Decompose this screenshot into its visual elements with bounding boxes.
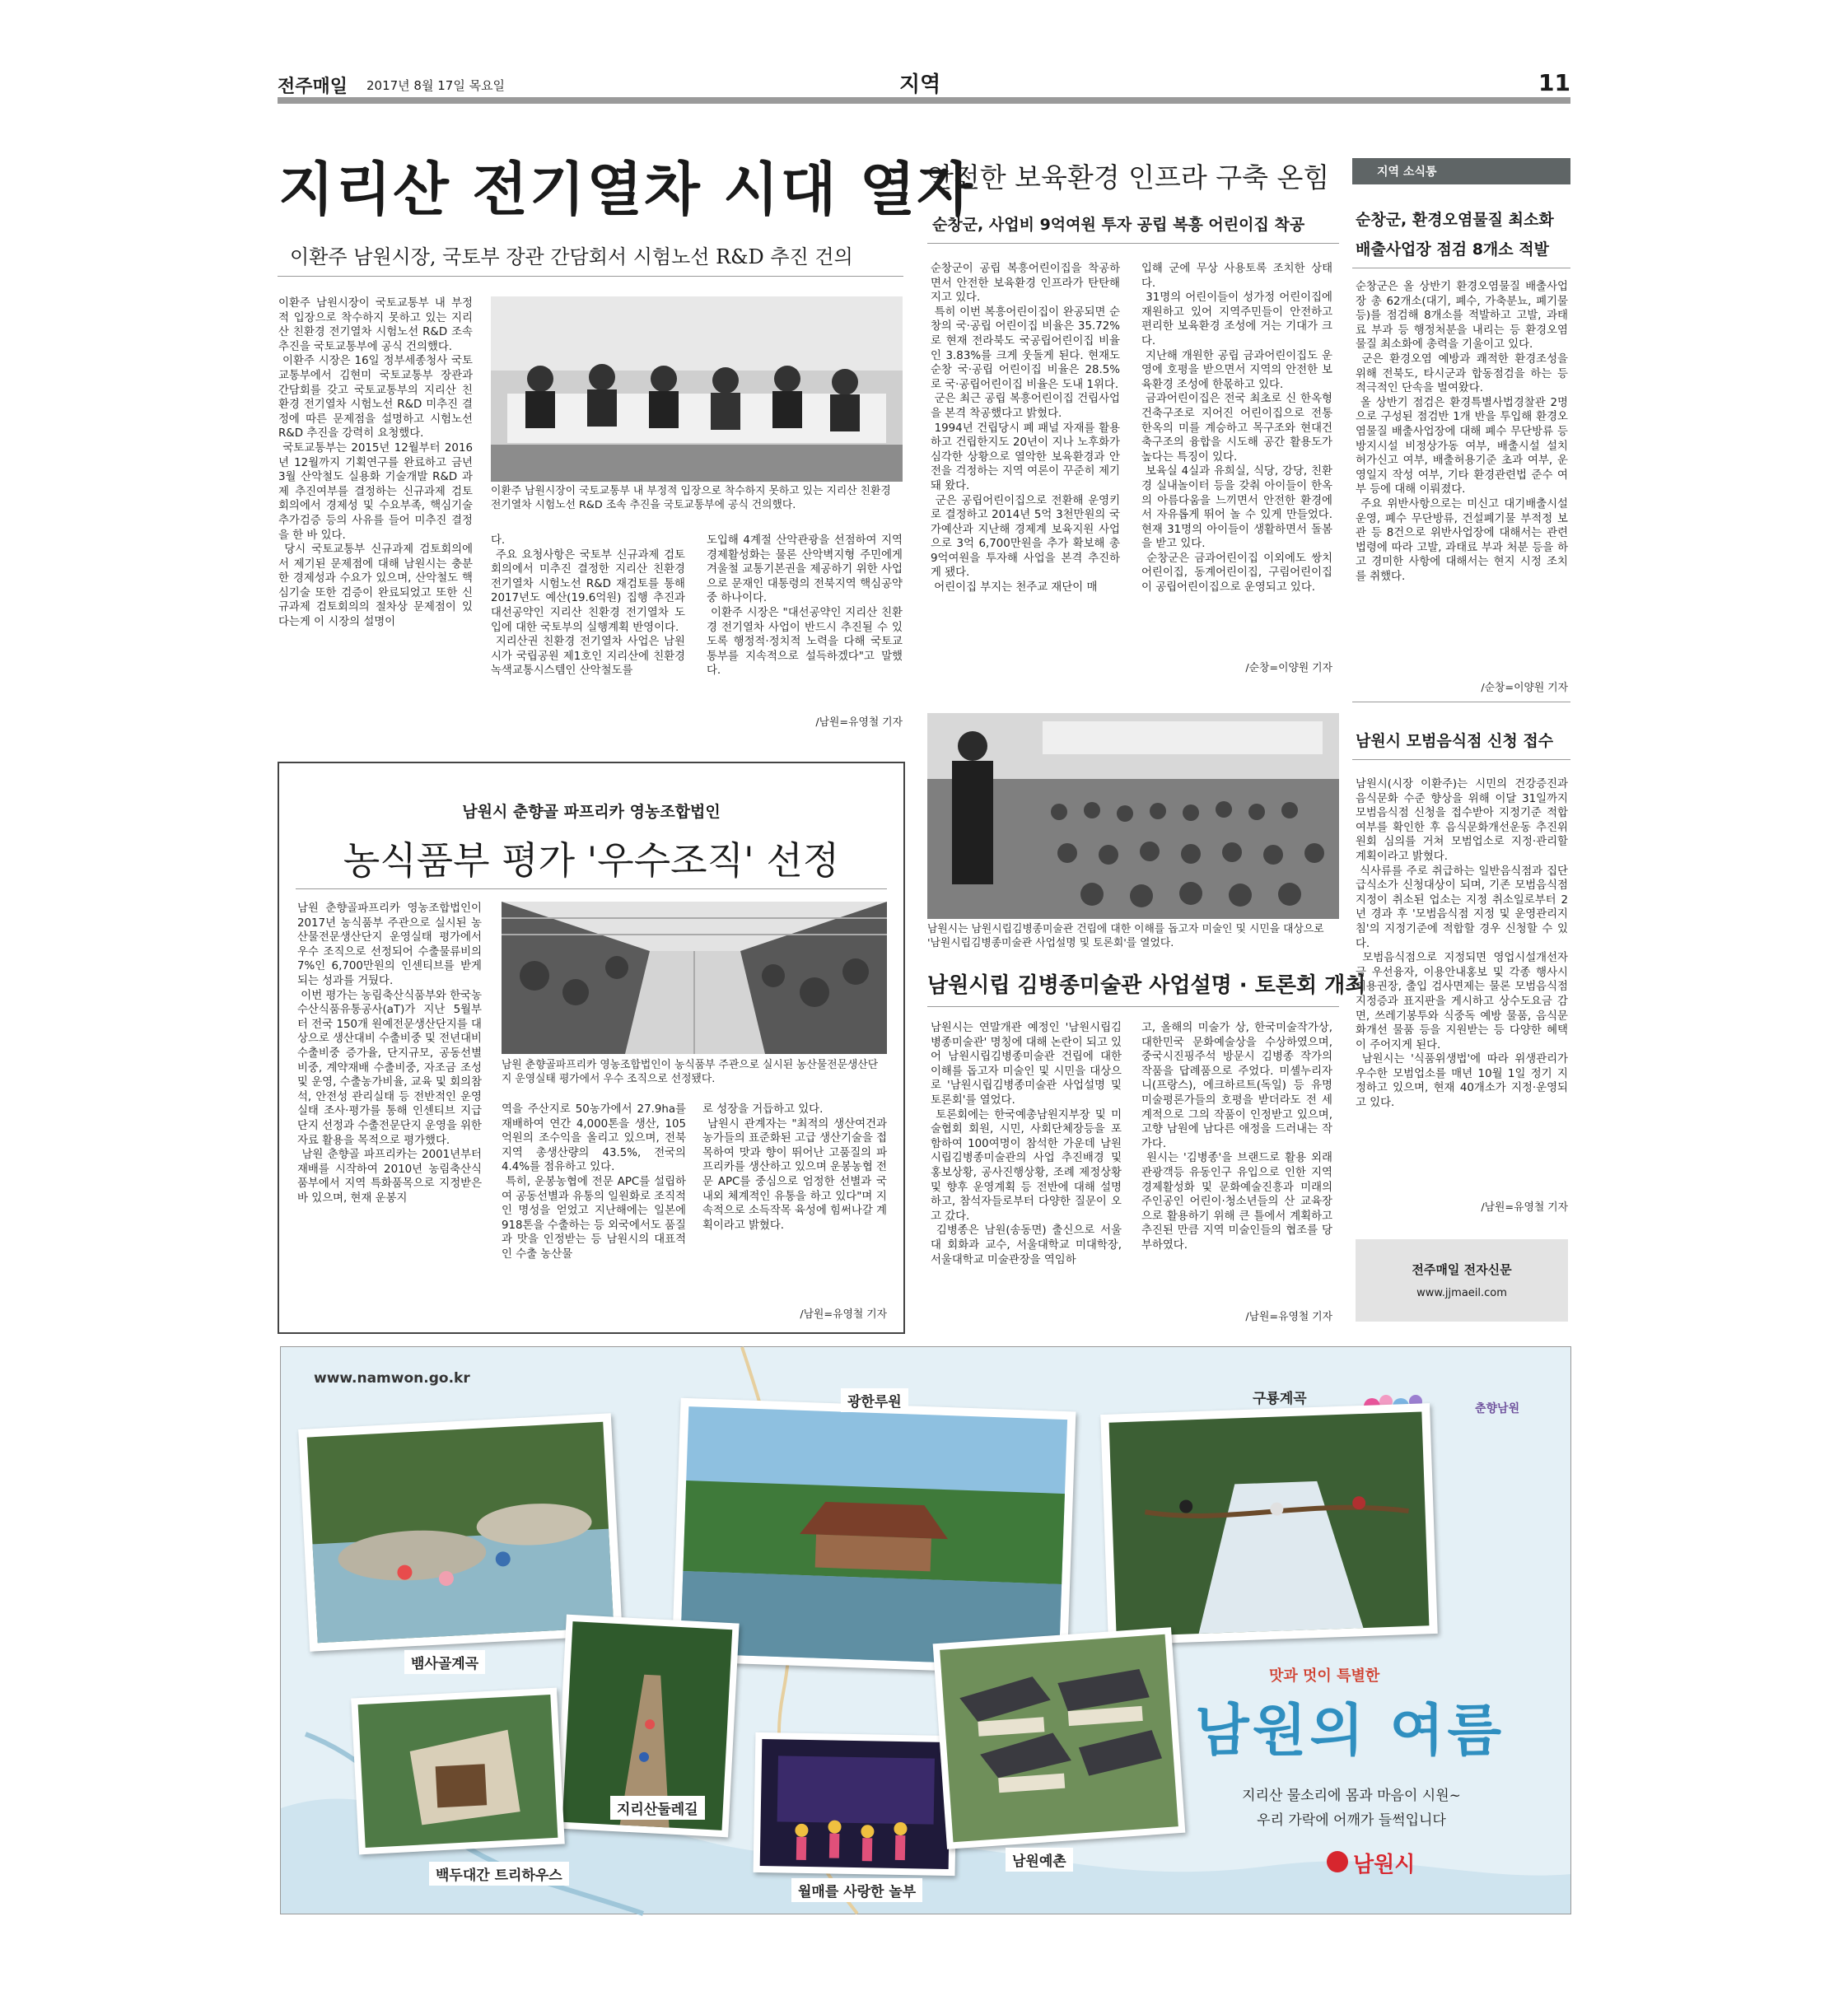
museum-col1: 남원시는 연말개관 예정인 '남원시립김병종미술관' 명칭에 대해 논란이 되고 있어 남원시립김병종미술관 건립에 대한 이해를 돕고자 미술인 및 시민을 대상으로 '남원시립김병종미술관 사업설명 및 토론회'를 열었다. 토론회에는 한국예총남원지부장 및 미술협회 회원, 시민, 사회단체장등을 포함하여 100여명이 참석한 가운데 남원시립김병종미술관의 사업 추진배경 및 홍보상황, 공사진행상황, 조례 제정상황 및 향후 운영계획 등 전반에 대해 설명하고, 참석자들로부터 다양한 질문이 오고 갔다. 김병종은 남원(송동면) 출신으로 서울대 회화과 교수, 서울대학교 미대학장, 서울대학교 미술관장을 역임하 [931, 1022, 1122, 1266]
photo-card-yechon [933, 1627, 1186, 1849]
farm-col2: 역을 주산지로 50농가에서 27.9ha를 재배하여 연간 4,000톤을 생산, 105억원의 조수익을 올리고 있으며, 전북지역 총생산량의 43.5%, 전국의 4.4%를 점유하고 있다. 특히, 운봉농협에 전문 APC를 설립하여 공동선별과 유통의 일원화로 조직적인 명성을 얻었고 지난해에는 일본에 918톤을 수출하는 등 외국에서도 품질과 맛을 인정받는 등 남원시의 대표적인 수출 농산물 [502, 1103, 686, 1261]
farm-headline: 농식품부 평가 '우수조직' 선정 [343, 838, 840, 883]
restaurant-headline: 남원시 모범음식점 신청 접수 [1356, 732, 1554, 750]
news-brief-body: 순창군은 올 상반기 환경오염물질 배출사업장 총 62개소(대기, 폐수, 가축분뇨, 폐기물 등)를 점검해 8개소를 적발하고 고발, 과태료 부과 등 행정처분을 내리는 등 환경오염물질 최소화에 총력을 기울이고 있다. 군은 환경오염 예방과 쾌적한 환경조성을 위해 전북도, 타시군과 합동점검을 하는 등 적극적인 단속을 벌여왔다. 올 상반기 점검은 환경특별사법경찰관 2명으로 구성된 점검반 1개 반을 투입해 환경오염물질 배출사업장에 대해 폐수 무단방류 등 방지시설 비정상가동 여부, 배출시설 설치 허가신고 여부, 배출허용기준 초과 여부, 운영일지 작성 여부, 기타 환경관련법 준수 여부 등에 대해 이뤄졌다. 주요 위반사항으로는 미신고 대기배출시설 운영, 폐수 무단방류, 건설폐기물 부적정 보관 등 8건으로 위반사업장에 대해서는 관련법령에 따라 고발, 과태료 부과 처분 등을 하고 경미한 사항에 대해서는 현지 시정 조치를 취했다. [1356, 281, 1568, 583]
place-label-nolbu: 월매를 사랑한 놀부 [791, 1878, 922, 1902]
place-label-dulle: 지리산둘레길 [610, 1796, 705, 1820]
news-brief-byline: /순창=이양원 기자 [1481, 682, 1568, 694]
meeting-photo [491, 296, 903, 482]
restaurant-byline: /남원=유영철 기자 [1481, 1201, 1568, 1214]
childcare-col1: 순창군이 공립 복흥어린이집을 착공하면서 안전한 보육환경 인프라가 탄탄해지고 있다. 특히 이번 복흥어린이집이 완공되면 순창의 국·공립 어린이집 비율은 35.72%로 현재 전라북도 국공립어린이집 비율인 3.83%를 크게 웃돌게 된다. 현재도 순창 국·공립 어린이집 비율은 28.5%로 국·공립어린이집 비율은 도내 1위다. 군은 최근 공립 복흥어린이집 건립사업을 본격 착공했다고 밝혔다. 1994년 건립당시 폐 패널 자재를 활용하고 건립한지도 20년이 지나 노후화가 심각한 상황으로 열악한 보육환경과 안전을 걱정하는 지역 여론이 꾸준히 제기돼 왔다. 군은 공립어린이집으로 전환해 운영키로 결정하고 2014년 5억 3천만원의 국가예산과 지난해 경제계 보육지원 사업으로 3억 6,700만원을 추가 확보해 총 9억여원을 투자해 사업을 본격 추진하게 됐다. 어린이집 부지는 천주교 재단이 매 [931, 263, 1120, 595]
greenhouse-image [502, 902, 887, 1054]
farm-byline: /남원=유영철 기자 [800, 1308, 887, 1321]
nolbu-stage-photo [760, 1739, 951, 1869]
main-article-col1: 이환주 남원시장이 국토교통부 내 부정적 입장으로 착수하지 못하고 있는 지리산 친환경 전기열차 시험노선 R&D 조속 추진을 국토교통부에 공식 건의했다. 이환주 시장은 16일 정부세종청사 국토교통부에서 김현미 국토교통부 장관과 간담회를 갖고 국토교통부의 지리산 친환경 전기열차 시험노선 R&D 미추진 결정에 따른 문제점을 설명하고 시험노선 R&D 추진을 강력히 요청했다. 국토교통부는 2015년 12월부터 2016년 12월까지 기획연구를 완료하고 금년 3월 산악철도 실용화 기술개발 R&D 과제 추진여부를 결정하는 신규과제 검토회의에서 경제성 및 수요부족, 핵심기술 추가검증 등의 사유를 들어 미추진 결정을 한 바 있다. 당시 국토교통부 신규과제 검토회의에서 제기된 문제점에 대해 남원시는 충분한 경제성과 수요가 있으며, 산악철도 핵심기술 또한 검증이 완료되었고 또한 신규과제 검토회의의 절차상 문제점이 있다는게 이 시장의 설명이 [278, 297, 473, 629]
childcare-subhead: 순창군, 사업비 9억여원 투자 공립 복흥 어린이집 착공 [932, 216, 1305, 234]
museum-byline: /남원=유영철 기자 [1245, 1311, 1332, 1323]
main-subhead: 이환주 남원시장, 국토부 장관 간담회서 시험노선 R&D 추진 건의 [290, 245, 853, 268]
childcare-byline: /순창=이양원 기자 [1245, 662, 1332, 674]
e-paper-url[interactable]: www.jjmaeil.com [1416, 1287, 1507, 1299]
museum-photo-caption: 남원시는 남원시립김병종미술관 건립에 대한 이해를 돕고자 미술인 및 시민을 대상으로 '남원시립김병종미술관 사업설명 및 토론회'를 열었다. [927, 923, 1324, 949]
page-number: 11 [1538, 69, 1570, 96]
place-label-guryong: 구룡계곡 [1253, 1391, 1307, 1407]
place-label-baemsagol: 뱀사골계곡 [404, 1650, 485, 1674]
tagline-1: 지리산 물소리에 몸과 마음이 시원~ [1242, 1788, 1461, 1804]
news-brief-tab [1352, 158, 1570, 184]
section-title: 지역 [899, 72, 941, 97]
e-paper-title: 전주매일 전자신문 [1412, 1262, 1512, 1277]
childcare-rule [927, 243, 1339, 244]
farm-kicker: 남원시 춘향골 파프리카 영농조합법인 [462, 803, 721, 821]
guryong-photo [1109, 1411, 1430, 1636]
farm-headline-rule [296, 888, 887, 889]
brand-logo-top: 춘향남원 [1475, 1402, 1520, 1415]
namwon-advert [280, 1346, 1571, 1914]
main-subhead-rule [278, 276, 903, 277]
photo-card-treehouse [351, 1688, 565, 1855]
childcare-headline: 안전한 보육환경 인프라 구축 온힘 [927, 161, 1330, 194]
farm-col1: 남원 춘향골파프리카 영농조합법인이 2017년 농식품부 주관으로 실시된 농산물전문생산단지 운영실태 평가에서 우수 조직으로 선정되어 수출물류비의 7%인 6,700만원의 인센티브를 받게되는 성과를 거뒀다. 이번 평가는 농림축산식품부와 한국농수산식품유통공사(aT)가 지난 5월부터 전국 150개 원예전문생산단지를 대상으로 생산대비 수출비중 및 전년대비 수출비중 증가율, 단지규모, 공동선별 비중, 계약재배 수출비중, 자조금 조성 및 운영, 수출농가비율, 교육 및 회의참석, 안전성 관리실태 등 전반적인 운영실태 조사·평가를 통해 인센티브 지급 단지 선정과 수출전문단지 운영을 위한 자료 활용을 목적으로 평가했다. 남원 춘향골 파프리카는 2001년부터 재배를 시작하여 2010년 농림축산식품부에서 지역 특화품목으로 지정받은 바 있으며, 현재 운봉지 [297, 902, 482, 1205]
main-article-byline: /남원=유영철 기자 [815, 716, 903, 729]
museum-forum-photo [927, 713, 1339, 919]
farm-article-box [278, 762, 905, 1334]
valley-photo [307, 1422, 614, 1643]
restaurant-rule [1352, 759, 1570, 760]
yechon-photo [940, 1634, 1178, 1843]
news-brief-headline-2: 배출사업장 점검 8개소 적발 [1356, 240, 1549, 259]
meeting-photo-image [491, 296, 903, 482]
place-label-yechon: 남원예촌 [1006, 1848, 1073, 1872]
restaurant-body: 남원시(시장 이환주)는 시민의 건강증진과 음식문화 수준 향상을 위해 이달 31일까지 모범음식점 신청을 접수받아 지정기준 적합여부를 확인한 후 음식문화개선운동 추진위원회 심의를 거쳐 모범업소로 지정·관리할 계획이라고 밝혔다. 식사류를 주로 취급하는 일반음식점과 집단급식소가 신청대상이 되며, 기존 모범음식점 지정이 취소된 업소는 지정 취소일로부터 2년 경과 후 '모범음식점 지정 및 운영관리지침'의 지정기준에 적합할 경우 신청할 수 있다. 모범음식점으로 지정되면 영업시설개선자금 우선융자, 이용안내홍보 및 각종 행사시 이용권장, 출입 검사면제는 물론 모범음식점 지정증과 표지판을 게시하고 상수도요금 감면, 쓰레기봉투와 식중독 예방 물품, 음식문화개선 물품 등을 지원받는 등 다양한 혜택이 주어지게 된다. 남원시는 '식품위생법'에 따라 위생관리가 우수한 모범업소를 매년 10월 1일 정기 지정하고 있으며, 현재 40개소가 지정·운영되고 있다. [1356, 778, 1568, 1110]
place-label-treehouse: 백두대간 트리하우스 [429, 1862, 569, 1886]
issue-date: 2017년 8월 17일 목요일 [366, 78, 506, 93]
museum-rule [927, 1006, 1339, 1007]
main-article-col2: 다. 주요 요청사항은 국토부 신규과제 검토회의에서 미추진 결정한 지리산 친환경 전기열차 시험노선 R&D 재검토를 통해 2017년도 예산(19.6억원) 집행 추진과 대선공약인 지리산 친환경 전기열차 도입에 대한 국토부의 실행계획 반영이다. 지리산권 친환경 전기열차 사업은 남원시가 국립공원 제1호인 지리산에 친환경 녹색교통시스템인 산악철도를 [491, 534, 685, 678]
farm-col3: 로 성장을 거듭하고 있다. 남원시 관계자는 "최적의 생산여건과 농가들의 표준화된 고급 생산기술을 접목하여 맛과 향이 뛰어난 고품질의 파프리카를 생산하고 있으며 운봉농협 전문 APC를 중심으로 엄정한 선별과 국내외 체계적인 유통을 하고 있다"며 지속적으로 소득작목 육성에 힘써나갈 계획이라고 밝혔다. [702, 1103, 887, 1232]
namwon-logo-icon [1327, 1851, 1348, 1872]
place-label-gwanghallu: 광한루원 [841, 1388, 908, 1412]
childcare-col2: 입해 군에 무상 사용토록 조치한 상태다. 31명의 어린이들이 성가정 어린이집에 재원하고 있어 지역주민들이 안전하고 편리한 보육환경 조성에 거는 기대가 크다. 지난해 개원한 공립 금과어린이집도 운영에 호평을 받으면서 지역의 안전한 보육환경 조성에 한몫하고 있다. 금과어린이집은 전국 최초로 신 한옥형 건축구조로 지어진 어린이집으로 전통 한옥의 미를 계승하고 목구조와 현대건축구조의 융합을 시도해 공간 활용도가 높다는 특징이 있다. 보육실 4실과 유희실, 식당, 강당, 친환경 실내놀이터 등을 갖춰 아이들이 한옥의 아름다움을 느끼면서 안전한 환경에서 자유롭게 뛰어 놀 수 있게 만들었다. 현재 31명의 아이들이 생활하면서 돌봄을 받고 있다. 순창군은 금과어린이집 이외에도 쌍치어린이집, 동계어린이집, 구림어린이집 이 공립어린이집으로 운영되고 있다. [1141, 263, 1332, 595]
namwon-logo-text: 남원시 [1353, 1853, 1416, 1877]
greenhouse-photo-caption: 남원 춘향골파프리카 영농조합법인이 농식품부 주관으로 실시된 농산물전문생산단지 운영실태 평가에서 우수 조직으로 선정됐다. [502, 1059, 879, 1085]
main-headline: 지리산 전기열차 시대 열자 [278, 156, 974, 223]
greenhouse-photo [502, 902, 887, 1054]
slogan-small: 맛과 멋이 특별한 [1269, 1667, 1380, 1685]
meeting-photo-caption: 이환주 남원시장이 국토교통부 내 부정적 입장으로 착수하지 못하고 있는 지리산 친환경 전기열차 시험노선 R&D 조속 추진을 국토교통부에 공식 건의했다. [491, 485, 891, 511]
paper-name: 전주매일 [278, 77, 348, 97]
masthead-rule [278, 97, 1570, 104]
slogan-big: 남원의 여름 [1195, 1699, 1505, 1764]
museum-forum-image [927, 713, 1339, 919]
advert-website[interactable]: www.namwon.go.kr [314, 1370, 470, 1387]
main-article-col3: 도입해 4계절 산악관광을 선점하여 지역경제활성화는 물론 산악벽지형 주민에게 겨울철 교통기본권을 제공하기 위한 사업으로 문재인 대통령의 전북지역 핵심공약 중 하나이다. 이환주 시장은 "대선공약인 지리산 친환경 전기열차 사업이 반드시 추진될 수 있도록 행정적·정치적 노력을 다해 국토교통부를 지속적으로 설득하겠다"고 말했다. [707, 534, 903, 678]
museum-headline: 남원시립 김병종미술관 사업설명 · 토론회 개최 [927, 973, 1366, 998]
photo-card-nolbu [754, 1732, 958, 1876]
treehouse-photo [358, 1695, 558, 1848]
news-brief-tab-label: 지역 소식통 [1377, 166, 1437, 179]
museum-col2: 고, 올해의 미술가 상, 한국미술작가상, 대한민국 문화예술상을 수상하였으며, 중국시진핑주석 방문시 김병종 작가의 작품을 답례품으로 주었다. 미셸누리자니(프랑스), 에크하르트(독일) 등 유명 미술평론가들의 호평을 받더라도 전 세계적으로 그의 작품이 인정받고 있으며, 고향 남원에 남다른 애정을 드러내는 작가다. 원시는 '김병종'을 브랜드로 활용 외래관광객등 유동인구 유입으로 인한 지역경제활성화 및 문화예술진흥과 미래의 주인공인 어린이·청소년들의 산 교육장으로 활용하기 위해 큰 틀에서 계획하고 추진된 만큼 지역 미술인들의 협조를 당부하였다. [1141, 1022, 1332, 1252]
tagline-2: 우리 가락에 어깨가 들썩입니다 [1257, 1812, 1446, 1829]
photo-card-guryong [1100, 1403, 1438, 1645]
news-brief-headline-1: 순창군, 환경오염물질 최소화 [1356, 211, 1554, 229]
e-paper-box [1356, 1239, 1568, 1322]
